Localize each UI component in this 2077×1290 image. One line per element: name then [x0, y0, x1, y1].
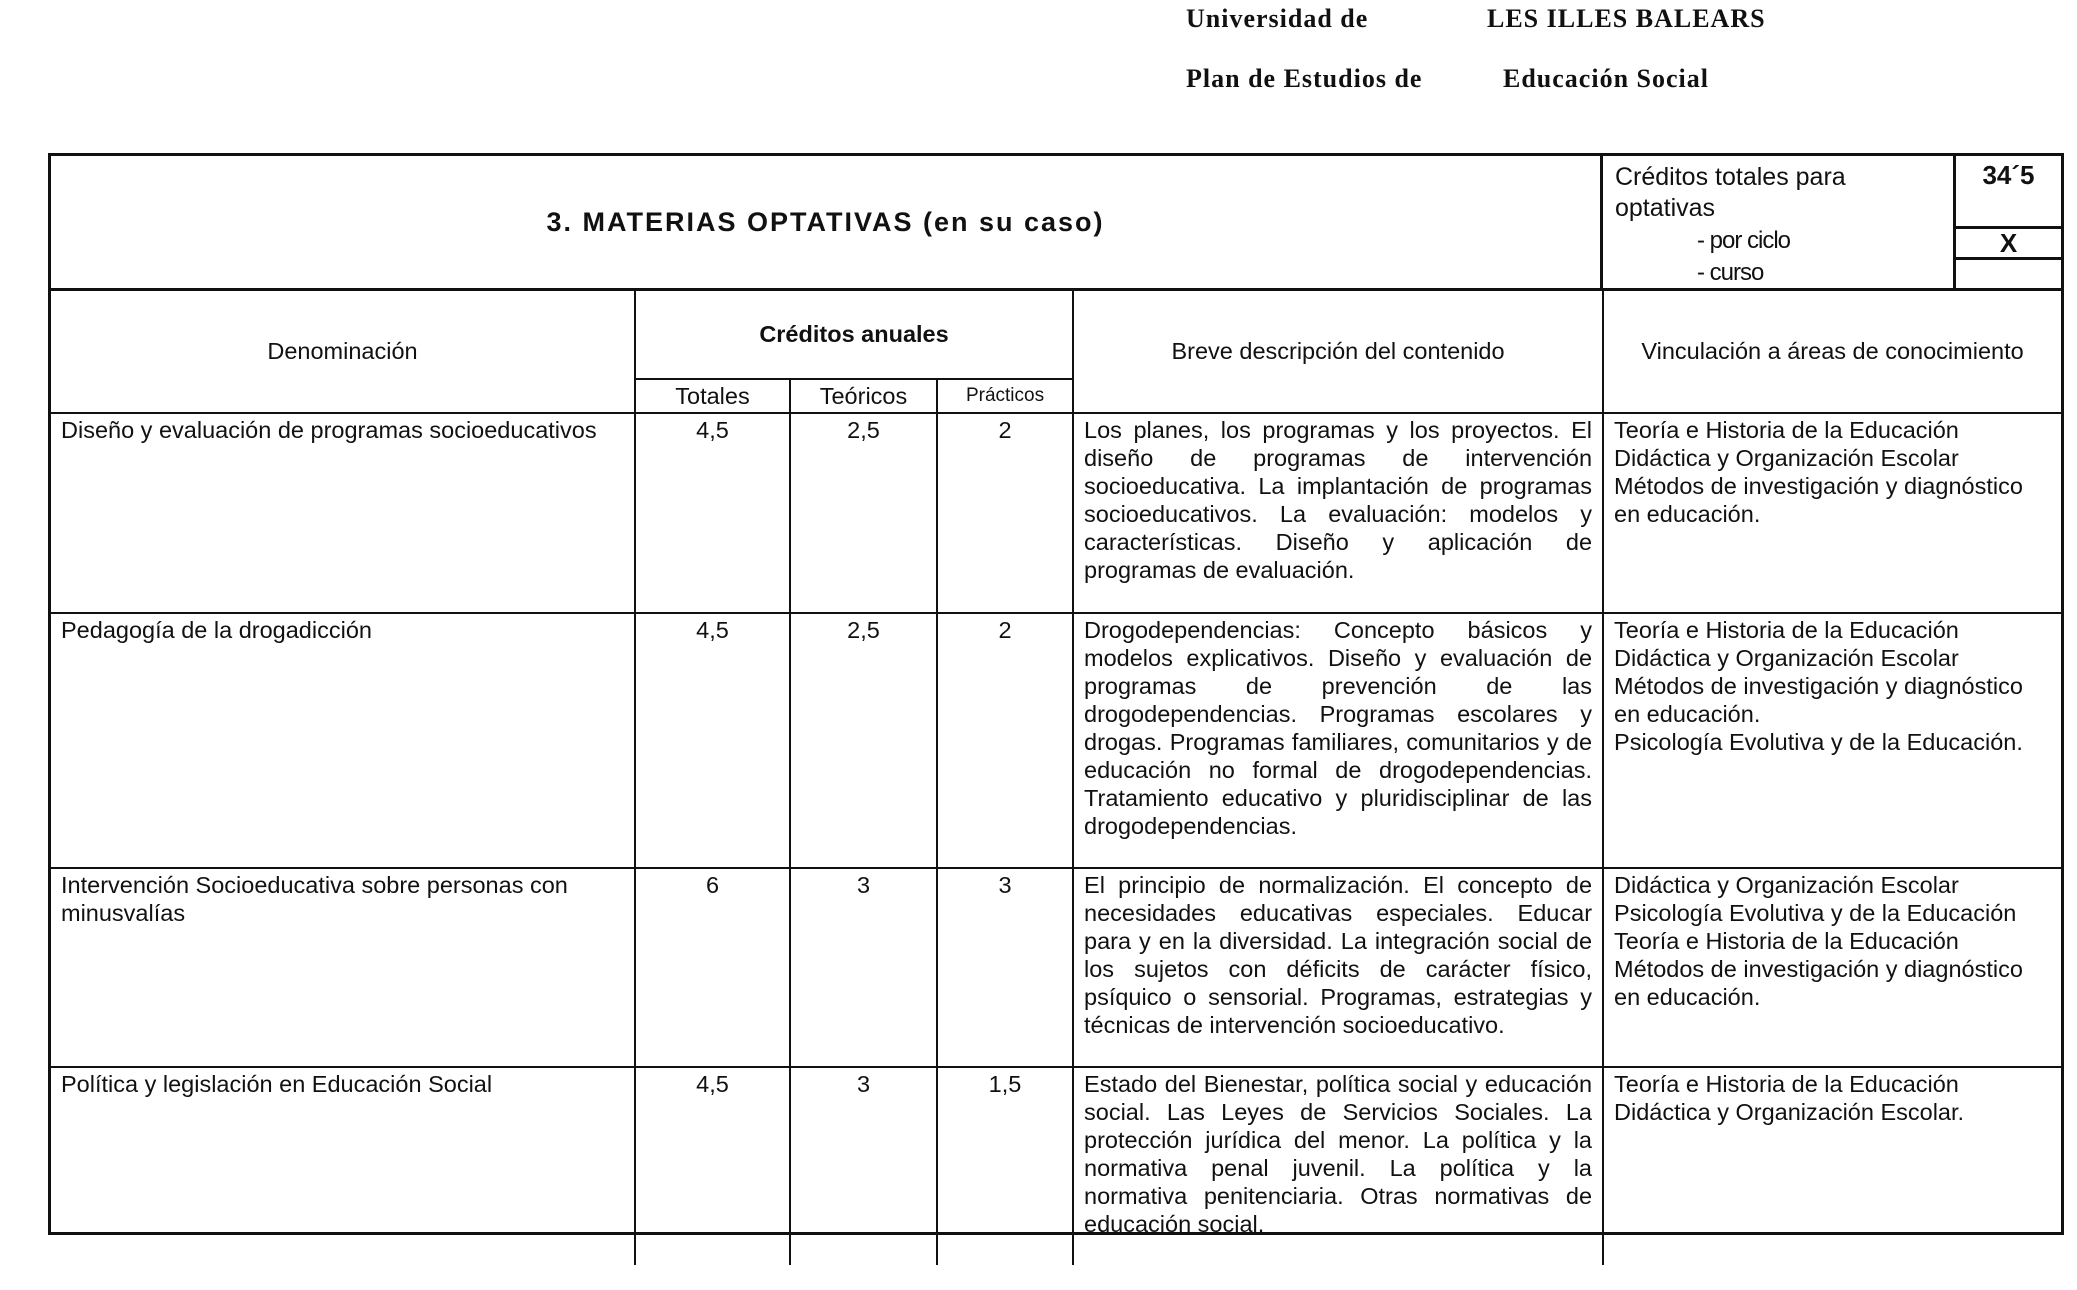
credits-teoricos: 2,5 [790, 613, 937, 868]
knowledge-area: Teoría e Historia de la Educación [1614, 616, 1959, 643]
credits-total-value: 34´5 [1953, 156, 2061, 229]
por-ciclo-mark: X [1953, 229, 2061, 260]
curso-label: - curso [1697, 259, 1764, 286]
subject-name: Pedagogía de la drogadicción [51, 613, 635, 868]
col-header-denominacion: Denominación [51, 290, 635, 413]
credits-totales: 4,5 [635, 413, 790, 613]
knowledge-area: Teoría e Historia de la Educación [1614, 416, 1959, 443]
knowledge-area: Didáctica y Organización Escolar. [1614, 1098, 1965, 1125]
content-description: Estado del Bienestar, política social y educación social. Las Leyes de Servicios Sociales. La protección jurídica del menor. La política y la normativa penal juvenil. La política y la normativa penitenciaria. Otras normativas de educación social. [1073, 1067, 1603, 1265]
credits-teoricos: 2,5 [790, 413, 937, 613]
credits-totales: 4,5 [635, 1067, 790, 1265]
table-row [51, 1067, 2061, 1265]
subject-name: Intervención Socioeducativa sobre personas con minusvalías [51, 868, 635, 1067]
knowledge-area: Didáctica y Organización Escolar [1614, 644, 1959, 671]
section-title: 3. MATERIAS OPTATIVAS (en su caso) [51, 156, 1603, 288]
university-name: LES ILLES BALEARS [1487, 4, 1766, 33]
knowledge-areas [1603, 413, 2061, 613]
knowledge-areas [1603, 868, 2061, 1067]
table-row [51, 868, 2061, 1067]
knowledge-area: Psicología Evolutiva y de la Educación [1614, 899, 2017, 926]
university-label: Universidad de [1186, 4, 1369, 33]
knowledge-area: Psicología Evolutiva y de la Educación. [1614, 728, 2023, 755]
col-header-practicos: Prácticos [937, 379, 1073, 413]
curso-mark [1953, 260, 2061, 288]
col-header-vinculacion: Vinculación a áreas de conocimiento [1603, 290, 2061, 413]
col-header-totales: Totales [635, 379, 790, 413]
knowledge-area: Métodos de investigación y diagnóstico en educación. [1614, 472, 2023, 527]
credits-teoricos: 3 [790, 1067, 937, 1265]
knowledge-areas [1603, 1067, 2061, 1265]
col-header-descripcion: Breve descripción del contenido [1073, 290, 1603, 413]
col-header-teoricos: Teóricos [790, 379, 937, 413]
por-ciclo-label: - por ciclo [1697, 227, 1791, 254]
table-row [51, 613, 2061, 868]
plan-label: Plan de Estudios de [1186, 64, 1423, 93]
knowledge-area: Didáctica y Organización Escolar [1614, 871, 1959, 898]
knowledge-areas [1603, 613, 2061, 868]
credits-summary [1603, 156, 2061, 288]
content-description: El principio de normalización. El concepto de necesidades educativas especiales. Educar para y en la diversidad. La integración social de los sujetos con déficits de carácter físico, psíquico o sensorial. Programas, estrategias y técnicas de intervención socioeducativo. [1073, 868, 1603, 1067]
knowledge-area: Métodos de investigación y diagnóstico en educación. [1614, 672, 2023, 727]
subject-name: Política y legislación en Educación Social [51, 1067, 635, 1265]
plan-name: Educación Social [1503, 64, 1709, 93]
credits-teoricos: 3 [790, 868, 937, 1067]
credits-practicos: 1,5 [937, 1067, 1073, 1265]
knowledge-area: Métodos de investigación y diagnóstico en educación. [1614, 955, 2023, 1010]
credits-totales: 6 [635, 868, 790, 1067]
credits-totales: 4,5 [635, 613, 790, 868]
credits-practicos: 2 [937, 613, 1073, 868]
optativas-form [48, 153, 2064, 1235]
credits-practicos: 2 [937, 413, 1073, 613]
col-header-creditos-anuales: Créditos anuales [635, 290, 1073, 379]
subject-name: Diseño y evaluación de programas socioeducativos [51, 413, 635, 613]
knowledge-area: Didáctica y Organización Escolar [1614, 444, 1959, 471]
knowledge-area: Teoría e Historia de la Educación [1614, 1070, 1959, 1097]
subjects-table [51, 288, 2061, 1265]
content-description: Los planes, los programas y los proyectos. El diseño de programas de intervención socioeducativa. La implantación de programas socioeducativos. La evaluación: modelos y características. Diseño y aplicación de programas de evaluación. [1073, 413, 1603, 613]
credits-total-label: Créditos totales para optativas [1615, 163, 1846, 222]
credits-practicos: 3 [937, 868, 1073, 1067]
table-row [51, 413, 2061, 613]
knowledge-area: Teoría e Historia de la Educación [1614, 927, 1959, 954]
content-description: Drogodependencias: Concepto básicos y modelos explicativos. Diseño y evaluación de programas de prevención de las drogodependencias. Programas escolares y drogas. Programas familiares, comunitarios y de educación no formal de drogodependencias. Tratamiento educativo y pluridisciplinar de las drogodependencias. [1073, 613, 1603, 868]
